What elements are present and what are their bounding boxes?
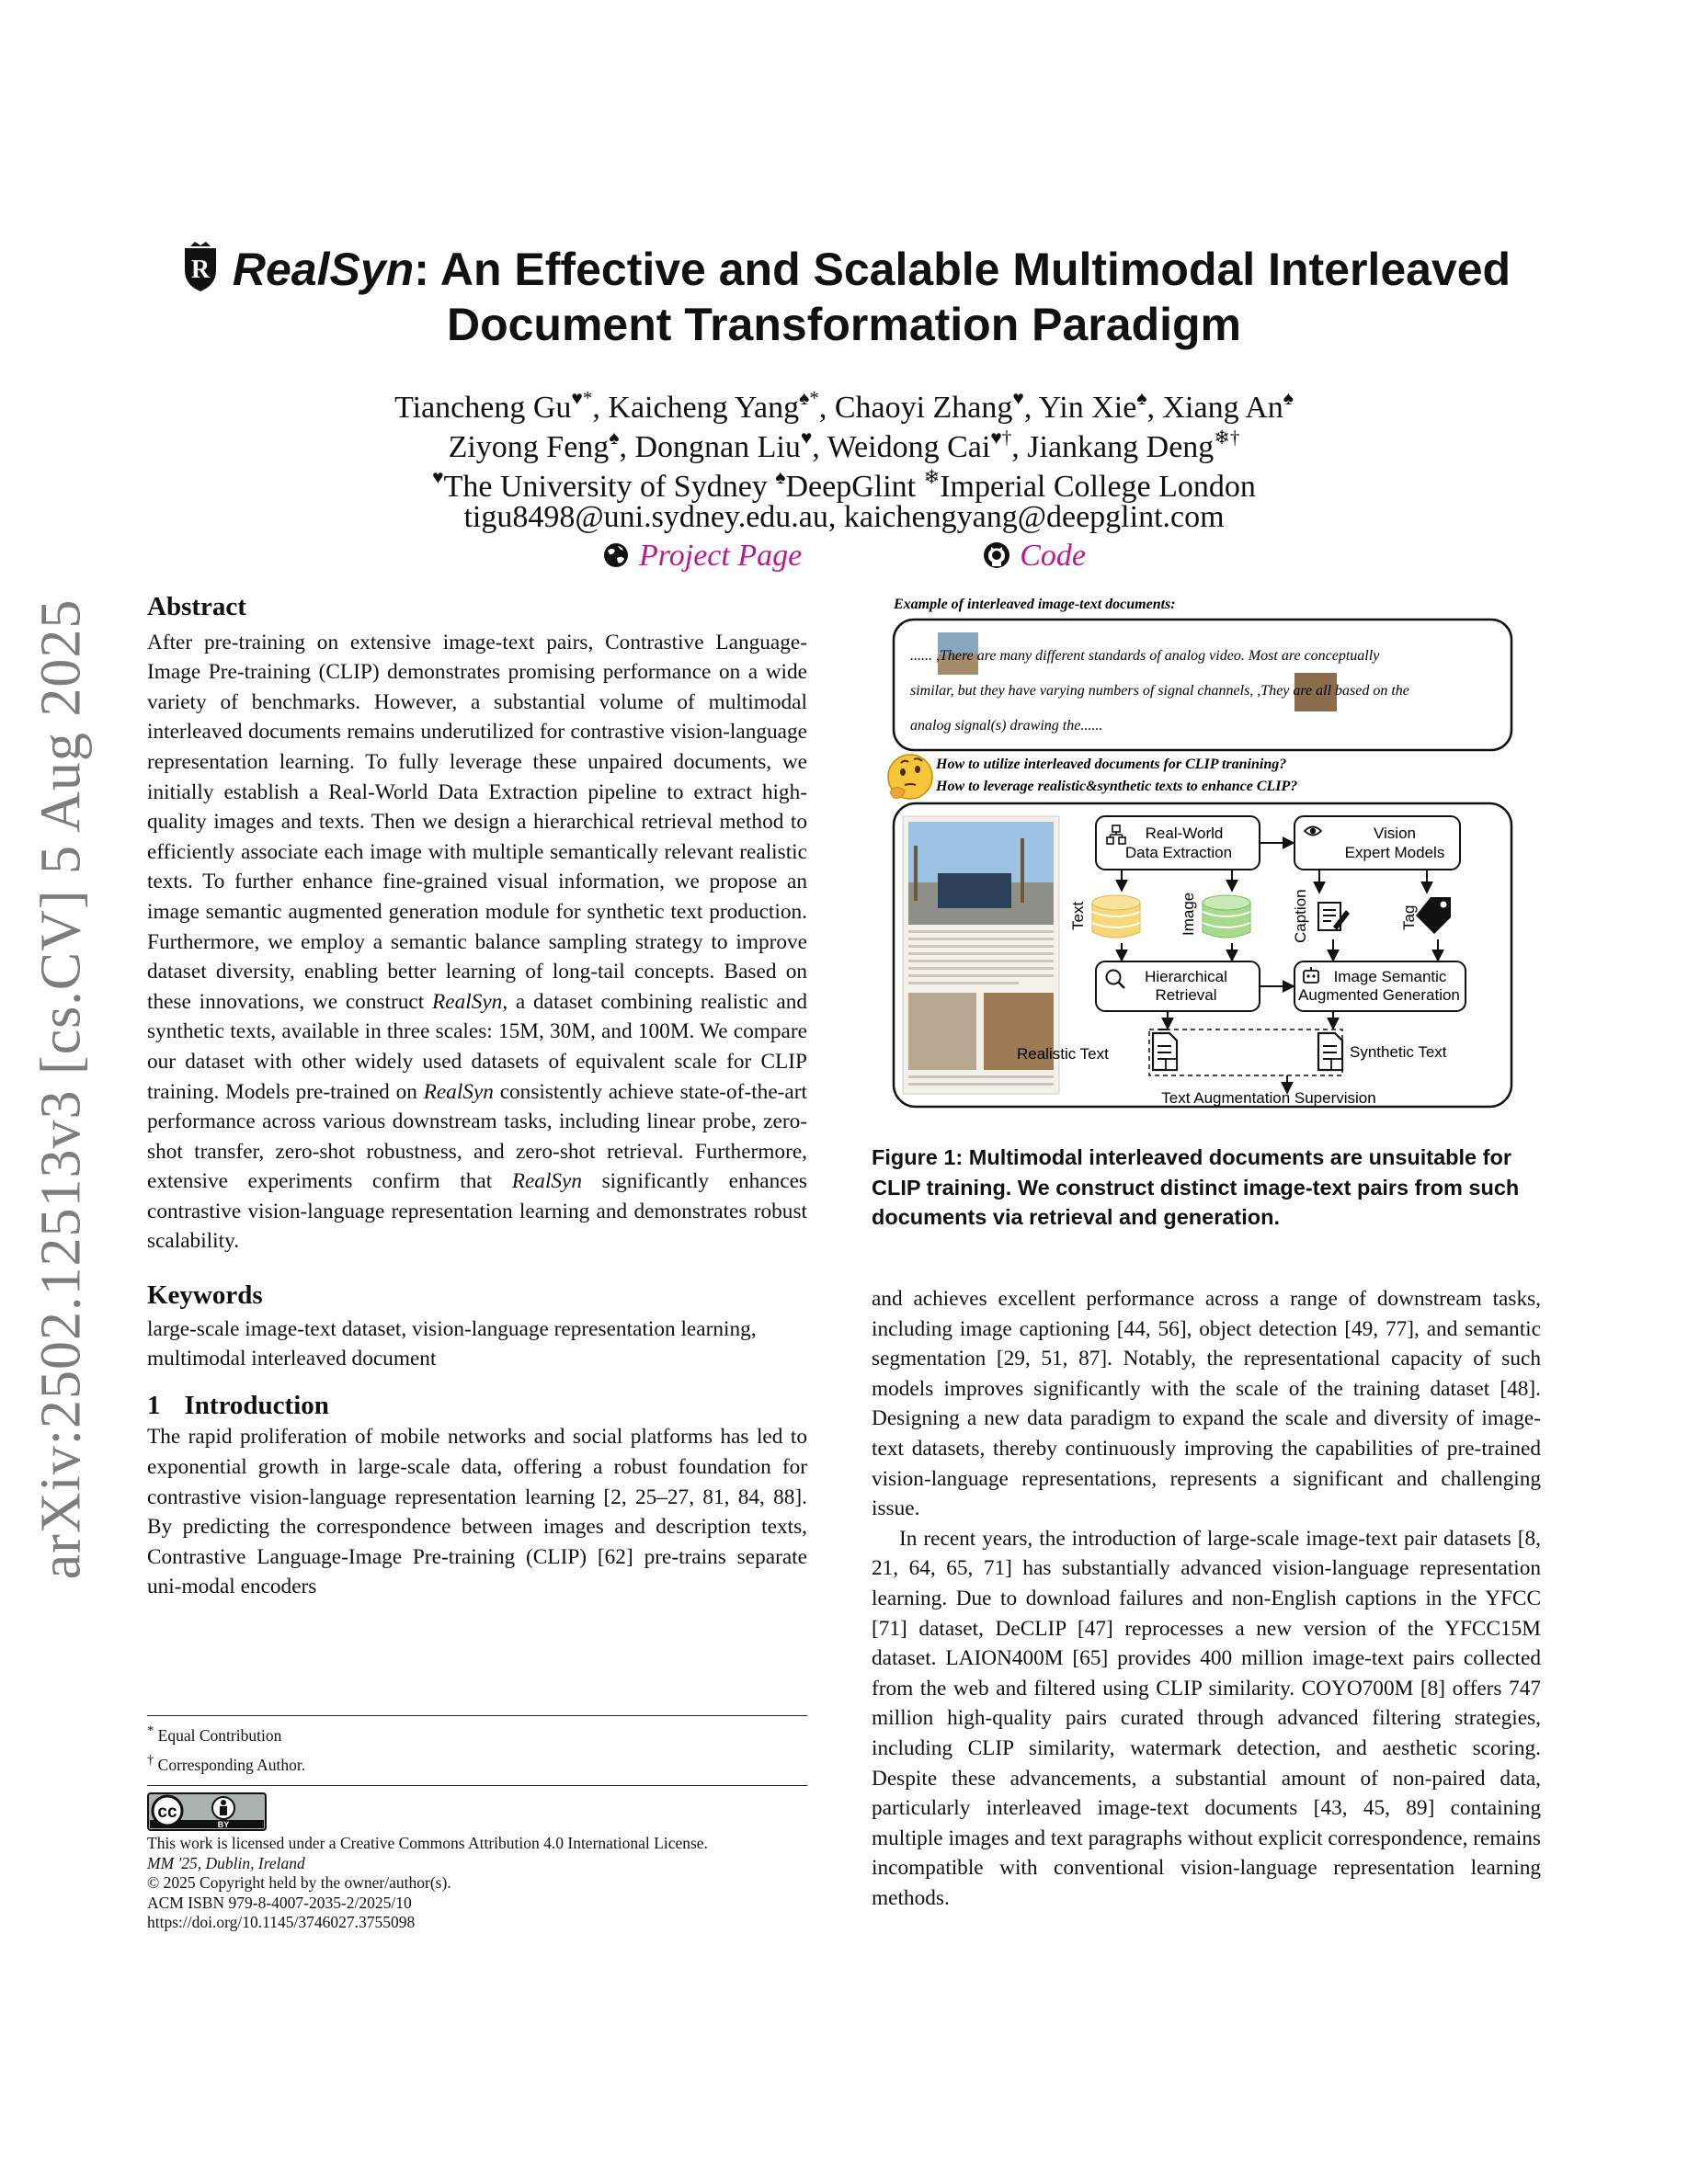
example-line-1: ...... ,There are many different standards of analog video. Most are conceptually [910,648,1380,664]
keywords-heading: Keywords [147,1280,263,1311]
affiliation-name: Imperial College London [940,470,1256,504]
box-extract-line2: Data Extraction [1124,844,1233,861]
image-database-icon [1203,895,1250,938]
intro-heading [147,1391,807,1421]
author-name: Xiang An [1162,391,1283,425]
author-name: Dongnan Liu [634,430,801,464]
footnote-corresponding: † Corresponding Author. [147,1752,306,1774]
license-block [147,1834,807,1933]
author-affiliation-mark: ♥† [990,427,1012,449]
affiliation-symbol: ♠ [775,466,786,488]
text-database-icon [1092,895,1140,938]
example-line-3: analog signal(s) drawing the...... [910,718,1103,734]
footnotes [147,1719,807,1778]
doi-link[interactable]: https://doi.org/10.1145/3746027.3755098 [147,1913,416,1931]
author-name: Jiankang Deng [1027,430,1215,464]
title-line2: Document Transformation Paradigm [446,299,1242,350]
author-name: Ziyong Feng [448,430,610,464]
question-1: How to utilize interleaved documents for CLIP tranining? [936,756,1287,772]
realistic-text-label: Realistic Text [1017,1045,1109,1063]
realsyn-italic: RealSyn [511,1169,583,1194]
example-title: Example of interleaved image-text documents: [894,597,1176,612]
example-line-2: similar, but they have varying numbers of signal channels, ,They are all based on the [910,683,1409,699]
emails: tigu8498@uni.sydney.edu.au, kaichengyang@deepglint.com [463,500,1225,534]
synthetic-document-icon [1318,1033,1342,1070]
keywords-text: large-scale image-text dataset, vision-language representation learning, multimodal interleaved document [147,1316,757,1371]
label-tag: Tag [1400,904,1418,930]
box-vision-line1: Vision [1374,825,1416,842]
label-image: Image [1180,892,1197,936]
box-retrieval-line2: Retrieval [1155,986,1217,1004]
author-affiliation-mark: ♥ [800,427,813,449]
realsyn-italic: RealSyn [423,1079,494,1104]
supervision-label: Text Augmentation Supervision [1161,1089,1376,1107]
arxiv-side-stamp [20,597,103,1581]
footnote-rule [147,1715,807,1716]
affiliation-name: The University of Sydney [443,470,768,504]
figure-1-caption: Figure 1: Multimodal interleaved documents are unsuitable for CLIP training. We construct distinct image-text pairs from such documents via retrieval and generation. [872,1145,1520,1229]
cc-by-badge[interactable] [147,1792,267,1831]
intro-paragraph: The rapid proliferation of mobile networks and social platforms has led to exponential growth in large-scale data, offering a robust foundation for contrastive vision-language representation learning [2, 25–27, 81, 84, 88]. By predicting the correspondence between images and description texts, Contrastive Language-Image Pre-training (CLIP) [62] pre-trains separate uni-modal encoders [147,1425,807,1599]
author-name: Weidong Cai [827,430,991,464]
realsyn-italic: RealSyn [432,989,503,1014]
author-affiliation-mark: ❄† [1214,427,1240,449]
links-row [138,537,1550,575]
paper-title [138,241,1550,352]
author-affiliation-mark: ♥* [571,387,593,409]
right-paragraph-2: In recent years, the introduction of large-scale image-text pair datasets [8, 21, 64, 65, 71] has substantially advanced vision-language representation learning. Due to download failures and non-English captions in the YFCC [71] dataset, DeCLIP [47] reprocesses a new version of the YFCC15M dataset. LAION400M [65] provides 400 million image-text pairs collected from the web and filtered using CLIP similarity. COYO700M [8] offers 747 million high-quality pairs curated through advanced filtering strategies, including CLIP similarity, watermark detection, and aesthetic scoring. Despite these advancements, a substantial amount of non-paired data, particularly interleaved image-text documents [43, 45, 89] containing multiple images and text paragraphs without explicit correspondence, remains incompatible with conventional vision-language representation learning methods. [872,1526,1541,1910]
thinking-face-icon [888,755,932,799]
license-rule [147,1785,807,1786]
author-affiliation-mark: ♥ [1012,387,1024,409]
label-text: Text [1069,901,1087,930]
footnote-equal: * Equal Contribution [147,1723,282,1745]
abstract-heading: Abstract [147,592,246,621]
box-isag-line2: Augmented Generation [1298,986,1460,1004]
abstract-run: , a dataset combining realistic and synthetic texts, available in three scales: 15M, 30M, and 100M. We compare our dataset with other widely used datasets of equivalent scale for CLIP training. Models pre-trained on [147,989,807,1104]
github-icon [983,541,1010,569]
by-text: BY [217,1820,230,1829]
box-retrieval-line1: Hierarchical [1145,968,1227,985]
box-extract-line1: Real-World [1145,825,1224,842]
author-name: Chaoyi Zhang [834,391,1013,425]
cc-text: cc [157,1803,177,1822]
label-caption: Caption [1292,889,1309,943]
question-2: How to leverage realistic&synthetic texts to enhance CLIP? [936,779,1298,794]
realistic-document-icon [1153,1033,1177,1070]
figure-1 [883,588,1526,1121]
author-affiliation-mark: ♠ [1136,387,1147,409]
author-line-1: Tiancheng Gu♥*, Kaicheng Yang♠*, Chaoyi Zhang♥, Yin Xie♠, Xiang An♠ [394,387,1294,425]
section-title: Introduction [184,1390,329,1420]
box-isag-line1: Image Semantic [1333,968,1447,985]
right-paragraph-1: and achieves excellent performance across a range of downstream tasks, including image captioning [44, 56], object detection [49, 77], and semantic segmentation [29, 51, 87]. Notably, the representational capacity of such models improves significantly with the scale of the training dataset [48]. Designing a new data paradigm to expand the scale and diversity of image-text datasets, thereby continuously improving the capabilities of pre-trained vision-language representations, represents a significant and challenging issue. [872,1287,1541,1521]
affiliation-name: DeepGlint [785,470,917,504]
globe-icon [602,541,630,569]
abstract-run: After pre-training on extensive image-text pairs, Contrastive Language-Image Pre-training (CLIP) demonstrates promising performance on a wide variety of benchmarks. However, a substantial volume of multimodal interleaved documents remains underutilized for contrastive vision-language representation learning. To fully leverage these unpaired documents, we initially establish a Real-World Data Extraction pipeline to extract high-quality images and texts. Then we design a hierarchical retrieval method to efficiently associate each image with multiple semantically relevant realistic texts. To further enhance fine-grained visual information, we propose an image semantic augmented generation module for synthetic text production. Furthermore, we employ a semantic balance sampling strategy to improve dataset diversity, enabling better learning of long-tail concepts. Based on these innovations, we construct [147,630,807,1014]
box-vision-line2: Expert Models [1344,844,1445,861]
affiliation-symbol: ❄ [923,466,941,488]
realsyn-logo-icon [177,241,223,292]
affiliation-symbol: ♥ [432,466,444,488]
author-line-2: Ziyong Feng♠, Dongnan Liu♥, Weidong Cai♥†, Jiankang Deng❄† [448,427,1240,464]
license-line: This work is licensed under a Creative Commons Attribution 4.0 International License. [147,1834,708,1852]
synthetic-text-label: Synthetic Text [1350,1043,1447,1061]
left-column [147,592,807,1602]
svg-text:R: R [190,256,210,284]
author-name: Kaicheng Yang [608,391,800,425]
code-link[interactable]: Code [983,539,1086,573]
abstract-run: significantly enhances contrastive vision-language representation learning and demonstrates robust scalability. [147,1169,807,1254]
abstract-run: consistently achieve state-of-the-art performance across various downstream tasks, including linear probe, zero-shot transfer, zero-shot robustness, and zero-shot retrieval. Furthermore, extensive experiments confirm that [147,1079,807,1194]
author-name: Tiancheng Gu [394,391,572,425]
title-line1: : An Effective and Scalable Multimodal Interleaved [414,244,1511,295]
author-affiliation-mark: ♠* [799,387,819,409]
title-name: RealSyn [232,244,415,295]
copyright: © 2025 Copyright held by the owner/author(s). [147,1873,451,1892]
author-name: Yin Xie [1038,391,1137,425]
author-affiliation-mark: ♠ [609,427,620,449]
project-page-link[interactable]: Project Page [602,539,810,573]
venue: MM '25, Dublin, Ireland [147,1853,305,1872]
author-affiliation-mark: ♠ [1283,387,1294,409]
right-column [872,1284,1541,1913]
arxiv-id-text: arXiv:2502.12513v3 [cs.CV] 5 Aug 2025 [29,598,93,1580]
abstract-body [147,628,807,1257]
isbn: ACM ISBN 979-8-4007-2035-2/2025/10 [147,1893,412,1912]
section-number: 1 [147,1390,161,1420]
